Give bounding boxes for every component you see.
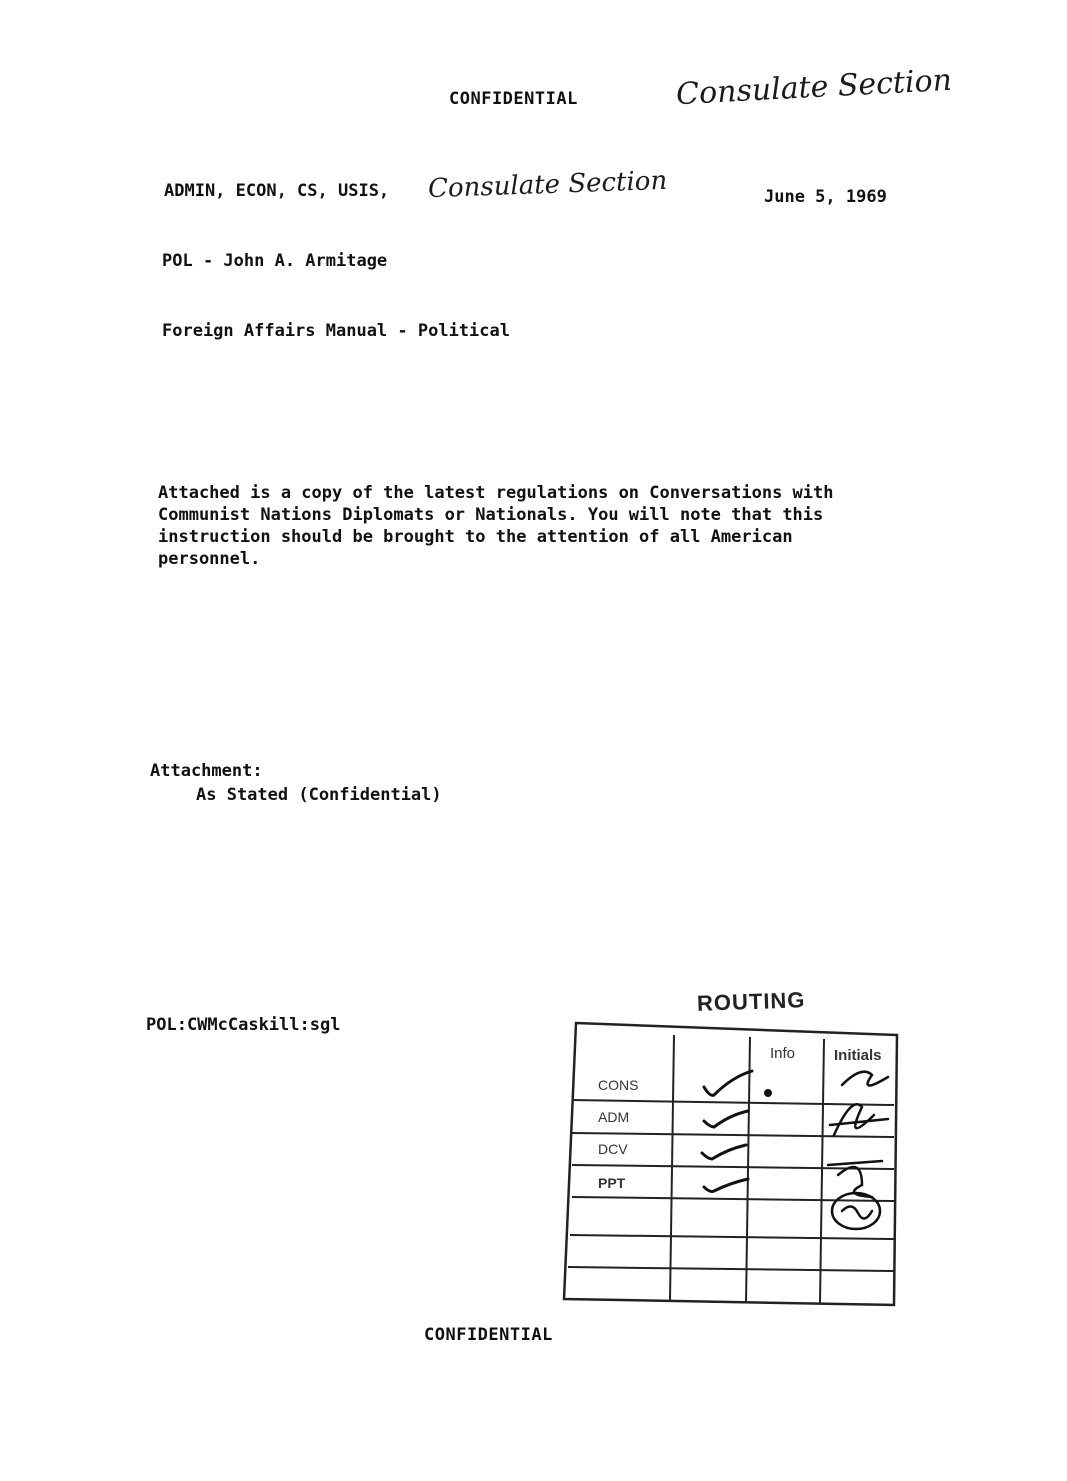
handwritten-annotation-top: Consulate Section bbox=[675, 62, 953, 113]
routing-column-initials: Initials bbox=[834, 1047, 882, 1064]
routing-column-info: Info bbox=[770, 1045, 796, 1062]
routing-row-label: PPT bbox=[598, 1175, 626, 1191]
drafter-line: POL:CWMcCaskill:sgl bbox=[146, 1015, 341, 1035]
classification-bottom: CONFIDENTIAL bbox=[424, 1325, 553, 1345]
attachment-label: Attachment: bbox=[150, 761, 263, 781]
routing-row-label: ADM bbox=[598, 1109, 630, 1125]
memo-body: Attached is a copy of the latest regulations on Conversations with Communist Nations Diplomats or Nationals. You will note that this instruction should be brought to the attention of all American personnel. bbox=[158, 483, 834, 569]
routing-row-label: CONS bbox=[598, 1077, 639, 1093]
routing-stamp bbox=[562, 985, 902, 1310]
classification-top: CONFIDENTIAL bbox=[449, 89, 578, 109]
routing-stamp-title: ROUTING bbox=[696, 987, 806, 1016]
from-line: POL - John A. Armitage bbox=[162, 251, 388, 271]
attachment-value: As Stated (Confidential) bbox=[196, 785, 442, 805]
memo-date: June 5, 1969 bbox=[764, 187, 887, 207]
routing-row-label: DCV bbox=[598, 1141, 628, 1157]
handwritten-annotation-to: Consulate Section bbox=[427, 165, 668, 205]
subject-line: Foreign Affairs Manual - Political bbox=[162, 321, 510, 341]
to-line: ADMIN, ECON, CS, USIS, bbox=[164, 181, 390, 201]
